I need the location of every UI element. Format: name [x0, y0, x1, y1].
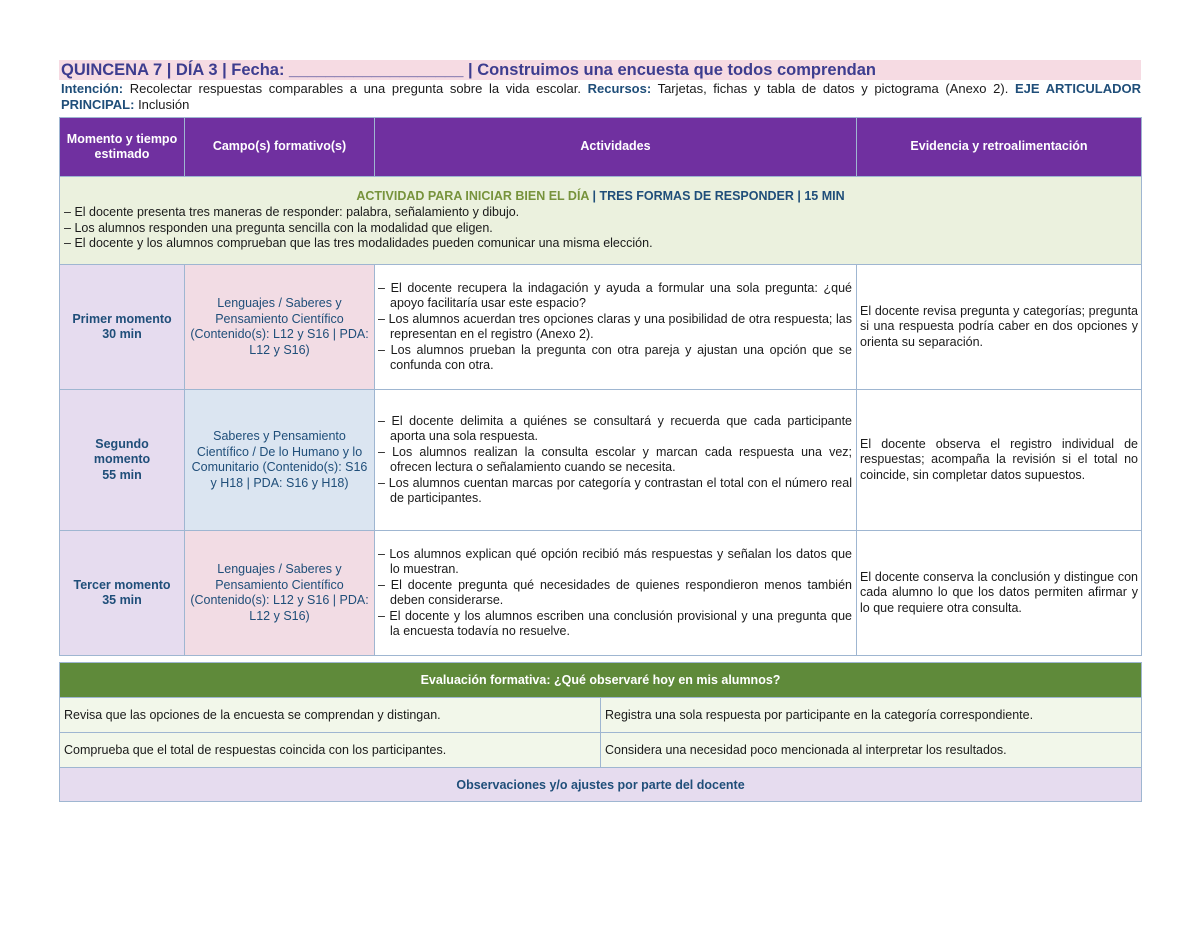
list-item: – Los alumnos realizan la consulta escolar y marcan cada respuesta una vez; ofrecen lectura o señalamiento cuando se necesita.: [378, 444, 852, 474]
moment-row-1: [60, 265, 1142, 390]
list-item: – El docente presenta tres maneras de responder: palabra, señalamiento y dibujo.: [64, 205, 520, 219]
campo-formativo: Lenguajes / Saberes y Pensamiento Científico (Contenido(s): L12 y S16 | PDA: L12 y S16): [185, 265, 375, 390]
header-actividades: Actividades: [375, 118, 857, 177]
recursos-label: Recursos:: [587, 81, 652, 96]
activities-cell: [375, 390, 857, 531]
activities-cell: [375, 531, 857, 656]
start-activity-title-rest: | TRES FORMAS DE RESPONDER | 15 MIN: [589, 188, 845, 203]
header-momento: Momento y tiempo estimado: [60, 118, 185, 177]
eje-label: EJE ARTICULADOR PRINCIPAL:: [61, 81, 1141, 112]
moment-name: Tercer momento 35 min: [60, 531, 185, 656]
evaluation-item: Revisa que las opciones de la encuesta se comprendan y distingan.: [60, 698, 601, 733]
intencion-text: Recolectar respuestas comparables a una pregunta sobre la vida escolar.: [129, 81, 581, 96]
evidence-cell: El docente revisa pregunta y categorías; pregunta si una respuesta podría caber en dos opciones y orienta su separación.: [857, 265, 1142, 390]
list-item: – Los alumnos cuentan marcas por categoría y contrastan el total con el número real de participantes.: [378, 475, 852, 505]
evaluation-table: [59, 662, 1142, 802]
campo-formativo: Saberes y Pensamiento Científico / De lo Humano y lo Comunitario (Contenido(s): S16 y H18 | PDA: S16 y H18): [185, 390, 375, 531]
list-item: – El docente y los alumnos escriben una conclusión provisional y una pregunta que la encuesta todavía no resuelve.: [378, 608, 852, 638]
table-header-row: [60, 118, 1142, 177]
moment-name: Segundo momento 55 min: [60, 390, 185, 531]
moment-name: Primer momento 30 min: [60, 265, 185, 390]
list-item: – Los alumnos acuerdan tres opciones claras y una posibilidad de otra respuesta; las representan en el registro (Anexo 2).: [378, 311, 852, 341]
campo-formativo: Lenguajes / Saberes y Pensamiento Científico (Contenido(s): L12 y S16 | PDA: L12 y S16): [185, 531, 375, 656]
evaluation-item: Registra una sola respuesta por participante en la categoría correspondiente.: [601, 698, 1142, 733]
lesson-plan-page: [59, 60, 1141, 802]
observations-header: Observaciones y/o ajustes por parte del docente: [60, 768, 1142, 802]
evaluation-item: Comprueba que el total de respuestas coincida con los participantes.: [60, 733, 601, 768]
list-item: – El docente delimita a quiénes se consultará y recuerda que cada participante aporta una sola respuesta.: [378, 413, 853, 443]
start-activity-title: [64, 189, 1137, 205]
list-item: – El docente recupera la indagación y ayuda a formular una sola pregunta: ¿qué apoyo facilitaría usar este espacio?: [378, 280, 852, 310]
planning-table: [59, 117, 1142, 656]
list-item: – Los alumnos explican qué opción recibió más respuestas y señalan los datos que lo muestran.: [378, 546, 852, 576]
start-activity-list: [64, 205, 1137, 252]
start-activity-cell: [60, 177, 1142, 265]
eje-text: Inclusión: [138, 97, 190, 112]
intention-line: [59, 81, 1141, 113]
evidence-cell: El docente observa el registro individual de respuestas; acompaña la revisión si el total no coincide, sin completar datos supuestos.: [857, 390, 1142, 531]
recursos-text: Tarjetas, fichas y tabla de datos y pictograma (Anexo 2).: [657, 81, 1009, 96]
list-item: – El docente pregunta qué necesidades de quienes respondieron menos también deben considerarse.: [378, 577, 852, 607]
moment-row-2: [60, 390, 1142, 531]
header-campo: Campo(s) formativo(s): [185, 118, 375, 177]
evaluation-item: Considera una necesidad poco mencionada al interpretar los resultados.: [601, 733, 1142, 768]
moment-row-3: [60, 531, 1142, 656]
list-item: – El docente y los alumnos comprueban que las tres modalidades pueden comunicar una misma elección.: [64, 236, 653, 250]
page-title: QUINCENA 7 | DÍA 3 | Fecha: ___________________ | Construimos una encuesta que todos comprendan: [59, 60, 1141, 80]
header-evidencia: Evidencia y retroalimentación: [857, 118, 1142, 177]
start-activity-title-main: ACTIVIDAD PARA INICIAR BIEN EL DÍA: [356, 188, 589, 203]
intencion-label: Intención:: [61, 81, 124, 96]
evaluation-title: Evaluación formativa: ¿Qué observaré hoy en mis alumnos?: [60, 663, 1142, 698]
list-item: – Los alumnos prueban la pregunta con otra pareja y ajustan una opción que se confunda con otra.: [378, 342, 852, 372]
list-item: – Los alumnos responden una pregunta sencilla con la modalidad que eligen.: [64, 220, 493, 235]
start-activity-row: [60, 177, 1142, 265]
evidence-cell: El docente conserva la conclusión y distingue con cada alumno lo que los datos permiten afirmar y lo que requiere otra consulta.: [857, 531, 1142, 656]
activities-cell: [375, 265, 857, 390]
